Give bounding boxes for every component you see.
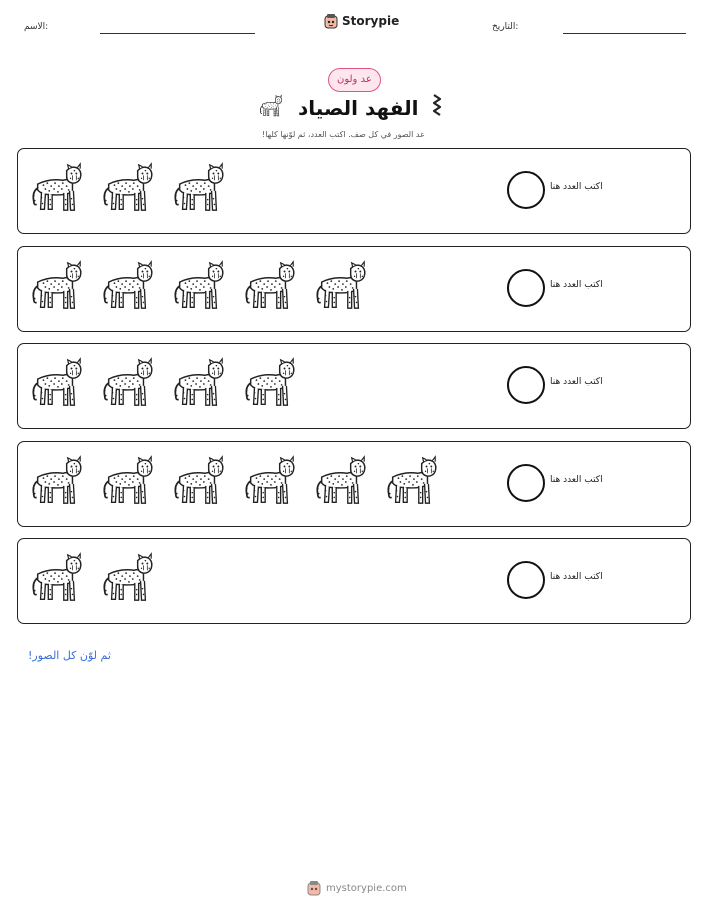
cheetah-icon <box>383 452 441 510</box>
count-row <box>17 441 691 527</box>
answer-circle[interactable] <box>507 464 545 502</box>
count-row <box>17 343 691 429</box>
name-line[interactable] <box>100 33 255 34</box>
storypie-logo-icon <box>324 13 338 29</box>
write-number-label: اكتب العدد هنا <box>550 280 603 290</box>
answer-circle[interactable] <box>507 366 545 404</box>
site-url: mystorypie.com <box>326 882 407 894</box>
activity-badge: عد ولون <box>328 68 381 92</box>
cheetah-icon <box>312 452 370 510</box>
cheetah-icon <box>99 549 157 607</box>
date-line[interactable] <box>563 33 686 34</box>
write-number-label: اكتب العدد هنا <box>550 377 603 387</box>
animal-group <box>28 159 228 217</box>
cheetah-icon <box>99 354 157 412</box>
cheetah-icon <box>99 452 157 510</box>
animal-group <box>28 452 441 510</box>
footer-note: ثم لوّن كل الصور! <box>28 649 111 662</box>
cheetah-icon <box>170 159 228 217</box>
site-footer <box>307 880 407 896</box>
zigzag-decor-icon <box>430 93 444 119</box>
write-number-label: اكتب العدد هنا <box>550 475 603 485</box>
answer-circle[interactable] <box>507 561 545 599</box>
count-row <box>17 246 691 332</box>
instructions: عد الصور في كل صف. اكتب العدد، ثم لوّنها كلها! <box>262 130 425 139</box>
animal-group <box>28 354 299 412</box>
count-row <box>17 148 691 234</box>
cheetah-icon <box>28 452 86 510</box>
cheetah-icon <box>241 354 299 412</box>
cheetah-icon <box>99 257 157 315</box>
cheetah-icon <box>170 452 228 510</box>
cheetah-icon <box>28 159 86 217</box>
cheetah-icon <box>241 452 299 510</box>
cheetah-icon <box>28 354 86 412</box>
brand-name: Storypie <box>342 14 400 28</box>
cheetah-title-icon <box>258 93 284 119</box>
animal-group <box>28 257 370 315</box>
write-number-label: اكتب العدد هنا <box>550 572 603 582</box>
brand <box>324 13 399 29</box>
cheetah-icon <box>28 257 86 315</box>
write-number-label: اكتب العدد هنا <box>550 182 603 192</box>
count-row <box>17 538 691 624</box>
cheetah-icon <box>241 257 299 315</box>
cheetah-icon <box>28 549 86 607</box>
page-title: الفهد الصياد <box>298 96 419 120</box>
name-label: الاسم: <box>24 22 49 32</box>
cheetah-icon <box>170 354 228 412</box>
answer-circle[interactable] <box>507 269 545 307</box>
animal-group <box>28 549 157 607</box>
answer-circle[interactable] <box>507 171 545 209</box>
cheetah-icon <box>170 257 228 315</box>
date-label: التاريخ: <box>492 22 519 32</box>
cheetah-icon <box>312 257 370 315</box>
cheetah-icon <box>99 159 157 217</box>
storypie-footer-logo-icon <box>307 880 321 896</box>
